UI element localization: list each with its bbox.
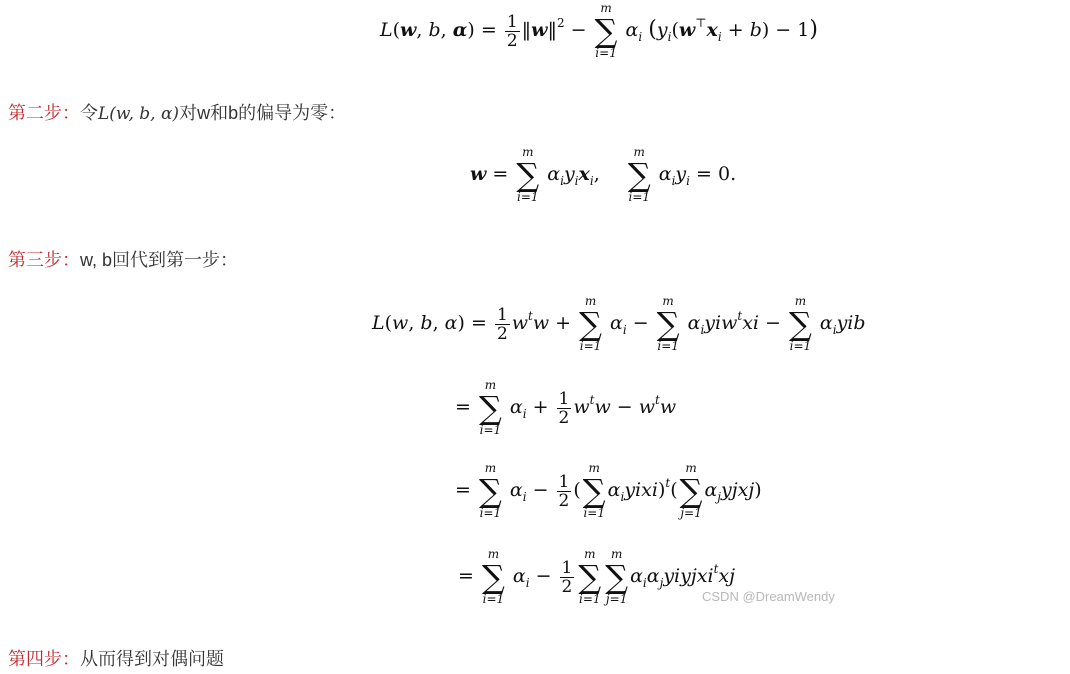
step-three	[8, 246, 238, 272]
step-four-label: 第四步：	[8, 649, 80, 669]
derivation-line-4: = m ∑ i=1 $\alpha_i$ − $\frac{1}{2}$ m ∑ i=1 m ∑ j=1 $\alpha_i\alpha_jyiyjxi^txj$	[458, 547, 735, 606]
equation-lagrangian: L(w, b, α) = $\frac{1}{2}$ ‖w‖$^2$ − m ∑ i=1 $\alpha_i$ $(y_i(w^⊤x_i + b) - 1)$	[380, 1, 818, 60]
equation-partial-derivatives: w = m ∑ i=1 $\alpha_iy_ix_i$, m ∑ i=1 $\alpha_iy_i = 0$.	[470, 145, 737, 204]
step-two	[8, 99, 346, 125]
derivation-line-3: = m ∑ i=1 $\alpha_i$ − $\frac{1}{2}$ ( m ∑ i=1 $\alpha_iyixi)^t$( m ∑ j=1 $\alpha_jyjxj$)	[455, 461, 762, 520]
step-two-formula: L(w, b, α)	[98, 104, 180, 124]
step-two-text: 对w和b的偏导为零：	[179, 103, 347, 123]
step-three-label: 第三步：	[8, 250, 80, 270]
step-four-text: 从而得到对偶问题	[80, 649, 224, 669]
derivation-line-1: L(w, b, α) = $\frac{1}{2}$ $w^tw$ + m ∑ i=1 $\alpha_i$ − m ∑ i=1 $\alpha_iyiw^txi$ − m ∑ i=1 $\alpha_iyib$	[372, 294, 866, 353]
step-two-label: 第二步：	[8, 103, 80, 123]
step-two-pre: 令	[80, 103, 98, 123]
watermark: CSDN @DreamWendy	[702, 589, 835, 604]
step-four	[8, 645, 224, 671]
step-three-text: w, b回代到第一步：	[80, 250, 239, 270]
derivation-line-2: = m ∑ i=1 $\alpha_i$ + $\frac{1}{2}$ $w^tw - w^tw$	[455, 378, 677, 437]
